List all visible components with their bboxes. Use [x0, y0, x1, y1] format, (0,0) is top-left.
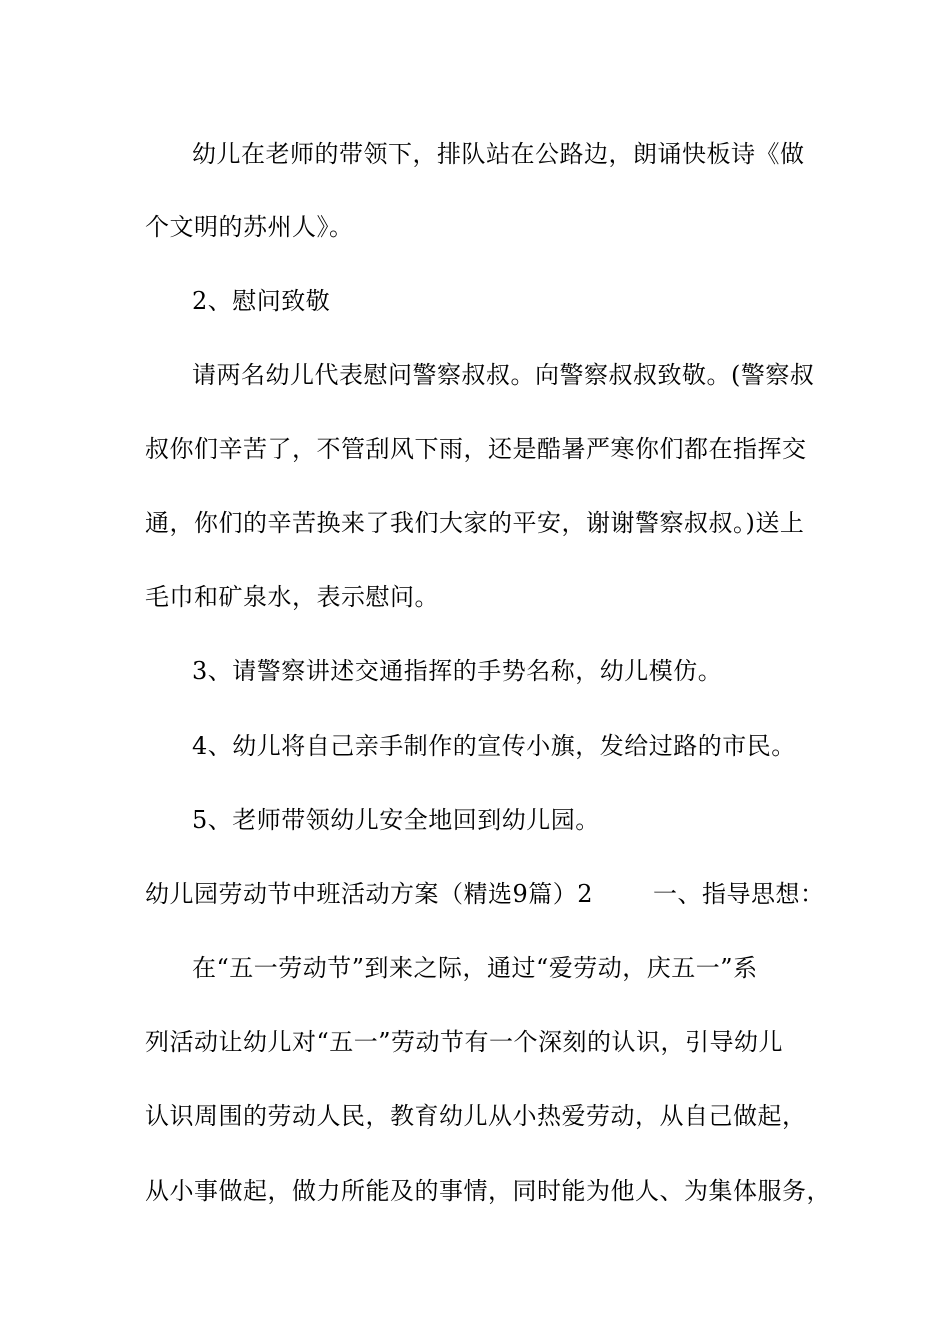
- step-line: 4、幼儿将自己亲手制作的宣传小旗，发给过路的市民。: [192, 732, 796, 760]
- paragraph-line: 认识周围的劳动人民，教育幼儿从小热爱劳动，从自己做起，: [145, 1102, 807, 1130]
- paragraph-line: 毛巾和矿泉水，表示慰问。: [145, 583, 439, 611]
- paragraph-line: 从小事做起，做力所能及的事情，同时能为他人、为集体服务，: [145, 1177, 831, 1205]
- paragraph-line: 在“五一劳动节”到来之际，通过“爱劳动，庆五一”系: [192, 954, 758, 982]
- paragraph-line: 请两名幼儿代表慰问警察叔叔。向警察叔叔致敬。(警察叔: [192, 361, 815, 389]
- paragraph-line: 通，你们的辛苦换来了我们大家的平安，谢谢警察叔叔。)送上: [145, 509, 805, 537]
- section-title: 幼儿园劳动节中班活动方案（精选9篇）2: [145, 880, 594, 908]
- step-heading: 2、慰问致敬: [192, 287, 331, 315]
- paragraph-line: 叔你们辛苦了，不管刮风下雨，还是酷暑严寒你们都在指挥交: [145, 435, 807, 463]
- section-title-line: [145, 878, 835, 910]
- paragraph-line: 个文明的苏州人》。: [145, 213, 354, 241]
- paragraph-line: 列活动让幼儿对“五一”劳动节有一个深刻的认识，引导幼儿: [145, 1028, 784, 1056]
- section-heading: 一、指导思想：: [653, 880, 825, 908]
- step-line: 5、老师带领幼儿安全地回到幼儿园。: [192, 806, 600, 834]
- step-line: 3、请警察讲述交通指挥的手势名称，幼儿模仿。: [192, 657, 723, 685]
- paragraph-line: 幼儿在老师的带领下，排队站在公路边，朗诵快板诗《做: [192, 140, 805, 168]
